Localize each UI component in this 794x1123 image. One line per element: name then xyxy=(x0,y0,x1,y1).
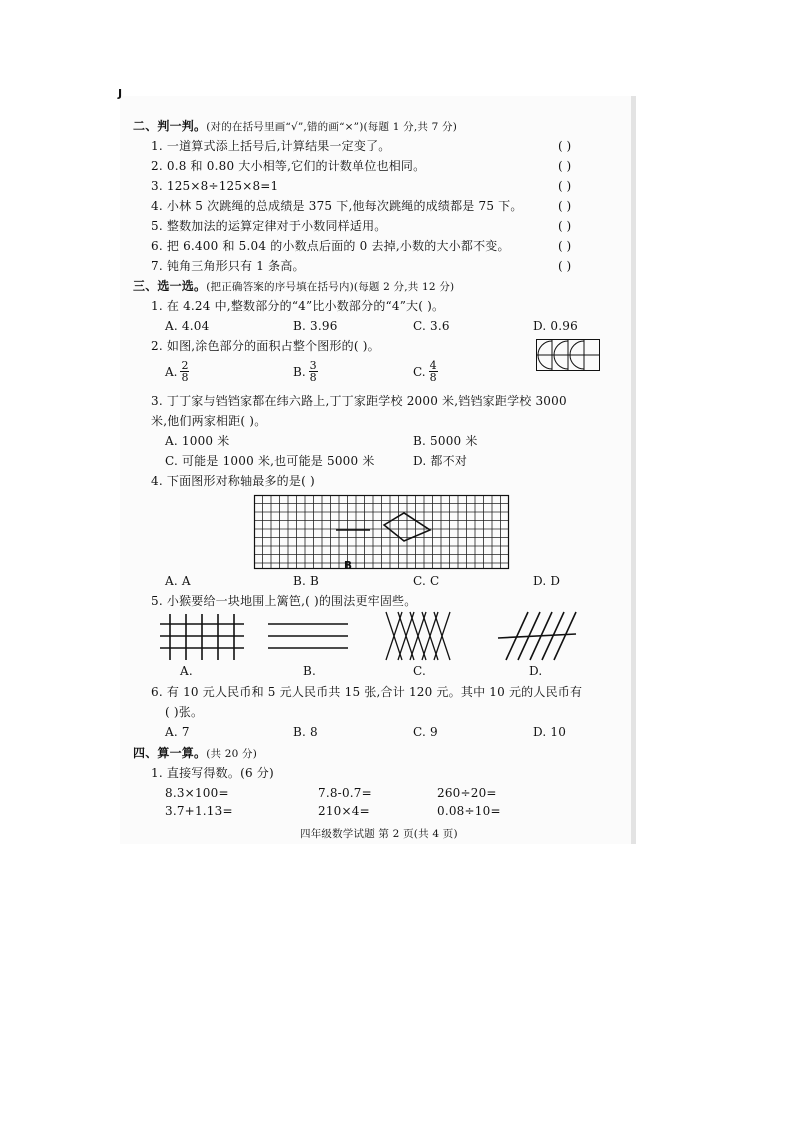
choice-q5-option-b[interactable]: B. xyxy=(303,664,317,678)
choice-q3-option-d[interactable]: D. 都不对 xyxy=(413,454,468,468)
q4-symmetry-grid-figure xyxy=(254,495,510,571)
choice-q3-option-b[interactable]: B. 5000 米 xyxy=(413,434,478,448)
choice-q4-stem: 4. 下面图形对称轴最多的是( ) xyxy=(151,474,315,488)
choice-q3-stem-line-1: 3. 丁丁家与铛铛家都在纬六路上,丁丁家距学校 2000 米,铛铛家距学校 3000 xyxy=(151,394,567,408)
choice-q4-option-d[interactable]: D. D xyxy=(533,574,561,588)
judge-item-3: 3. 125×8÷125×8=1 xyxy=(151,179,279,193)
choice-q6-stem-line-2: ( )张。 xyxy=(165,705,204,719)
answer-paren-5[interactable]: ( ) xyxy=(558,219,572,233)
calc-item-r2c1: 3.7+1.13= xyxy=(165,804,233,818)
choice-q1-option-d[interactable]: D. 0.96 xyxy=(533,319,578,333)
answer-paren-6[interactable]: ( ) xyxy=(558,239,572,253)
choice-q5-option-c[interactable]: C. xyxy=(413,664,426,678)
section-4-title: 四、算一算。 xyxy=(133,746,207,760)
option-b-denominator: 8 xyxy=(309,371,317,384)
choice-q1-option-a[interactable]: A. 4.04 xyxy=(165,319,210,333)
calc-item-r1c1: 8.3×100= xyxy=(165,786,229,800)
option-b-label: B. xyxy=(293,364,306,379)
section-2-note: (对的在括号里画“√”,错的画“×”)(每题 1 分,共 7 分) xyxy=(206,121,458,133)
calc-item-r2c2: 210×4= xyxy=(318,804,370,818)
choice-q6-option-c[interactable]: C. 9 xyxy=(413,725,438,739)
option-a-denominator: 8 xyxy=(181,371,189,384)
judge-item-6: 6. 把 6.400 和 5.04 的小数点后面的 0 去掉,小数的大小都不变。 xyxy=(151,239,510,253)
choice-q5-stem: 5. 小猴要给一块地围上篱笆,( )的围法更牢固些。 xyxy=(151,594,417,608)
q4-figure-label: B xyxy=(344,560,353,572)
q2-shaded-figure xyxy=(536,339,600,371)
choice-q1-stem: 1. 在 4.24 中,整数部分的“4”比小数部分的“4”大( )。 xyxy=(151,299,445,313)
section-4-note: (共 20 分) xyxy=(206,748,258,760)
judge-item-1: 1. 一道算式添上括号后,计算结果一定变了。 xyxy=(151,139,391,153)
choice-q1-option-b[interactable]: B. 3.96 xyxy=(293,319,338,333)
choice-q6-option-a[interactable]: A. 7 xyxy=(165,725,190,739)
calc-item-r2c3: 0.08÷10= xyxy=(437,804,501,818)
fence-figure-c xyxy=(384,612,456,660)
choice-q5-option-a[interactable]: A. xyxy=(180,664,193,678)
choice-q2-option-c[interactable] xyxy=(413,360,438,383)
judge-item-5: 5. 整数加法的运算定律对于小数同样适用。 xyxy=(151,219,387,233)
page-footer: 四年级数学试题 第 2 页(共 4 页) xyxy=(300,828,458,840)
option-c-denominator: 8 xyxy=(429,371,437,384)
option-c-label: C. xyxy=(413,364,426,379)
section-4-header xyxy=(133,745,257,762)
choice-q3-option-a[interactable]: A. 1000 米 xyxy=(165,434,230,448)
fence-figure-b xyxy=(268,614,350,660)
judge-item-2: 2. 0.8 和 0.80 大小相等,它们的计数单位也相同。 xyxy=(151,159,426,173)
choice-q2-stem: 2. 如图,涂色部分的面积占整个图形的( )。 xyxy=(151,339,380,353)
choice-q2-option-a[interactable] xyxy=(165,360,189,383)
choice-q6-option-b[interactable]: B. 8 xyxy=(293,725,318,739)
section-2-title: 二、判一判。 xyxy=(133,119,207,133)
option-b-numerator: 3 xyxy=(309,359,317,372)
choice-q4-option-b[interactable]: B. B xyxy=(293,574,320,588)
fence-figure-a xyxy=(160,614,246,660)
corner-mark: J xyxy=(118,87,123,100)
answer-paren-3[interactable]: ( ) xyxy=(558,179,572,193)
option-a-numerator: 2 xyxy=(181,359,189,372)
choice-q4-option-c[interactable]: C. C xyxy=(413,574,440,588)
judge-item-4: 4. 小林 5 次跳绳的总成绩是 375 下,他每次跳绳的成绩都是 75 下。 xyxy=(151,199,523,213)
calc-item-r1c3: 260÷20= xyxy=(437,786,497,800)
choice-q4-option-a[interactable]: A. A xyxy=(165,574,191,588)
choice-q1-option-c[interactable]: C. 3.6 xyxy=(413,319,450,333)
choice-q3-option-c[interactable]: C. 可能是 1000 米,也可能是 5000 米 xyxy=(165,454,375,468)
option-a-label: A. xyxy=(165,364,178,379)
judge-item-7: 7. 钝角三角形只有 1 条高。 xyxy=(151,259,305,273)
answer-paren-7[interactable]: ( ) xyxy=(558,259,572,273)
answer-paren-2[interactable]: ( ) xyxy=(558,159,572,173)
section-3-note: (把正确答案的序号填在括号内)(每题 2 分,共 12 分) xyxy=(206,281,455,293)
choice-q6-option-d[interactable]: D. 10 xyxy=(533,725,567,739)
answer-paren-1[interactable]: ( ) xyxy=(558,139,572,153)
section-3-title: 三、选一选。 xyxy=(133,279,207,293)
choice-q6-stem-line-1: 6. 有 10 元人民币和 5 元人民币共 15 张,合计 120 元。其中 10 元的人民币有 xyxy=(151,685,583,699)
option-c-numerator: 4 xyxy=(429,359,437,372)
answer-paren-4[interactable]: ( ) xyxy=(558,199,572,213)
choice-q5-option-d[interactable]: D. xyxy=(529,664,543,678)
page-edge xyxy=(631,96,636,844)
calc-item-r1c2: 7.8-0.7= xyxy=(318,786,372,800)
calc-subsection-1: 1. 直接写得数。(6 分) xyxy=(151,766,274,780)
choice-q3-stem-line-2: 米,他们两家相距( )。 xyxy=(151,414,267,428)
choice-q2-option-b[interactable] xyxy=(293,360,318,383)
section-3-header xyxy=(133,278,454,295)
fence-figure-d xyxy=(498,612,578,660)
section-2-header xyxy=(133,118,457,135)
